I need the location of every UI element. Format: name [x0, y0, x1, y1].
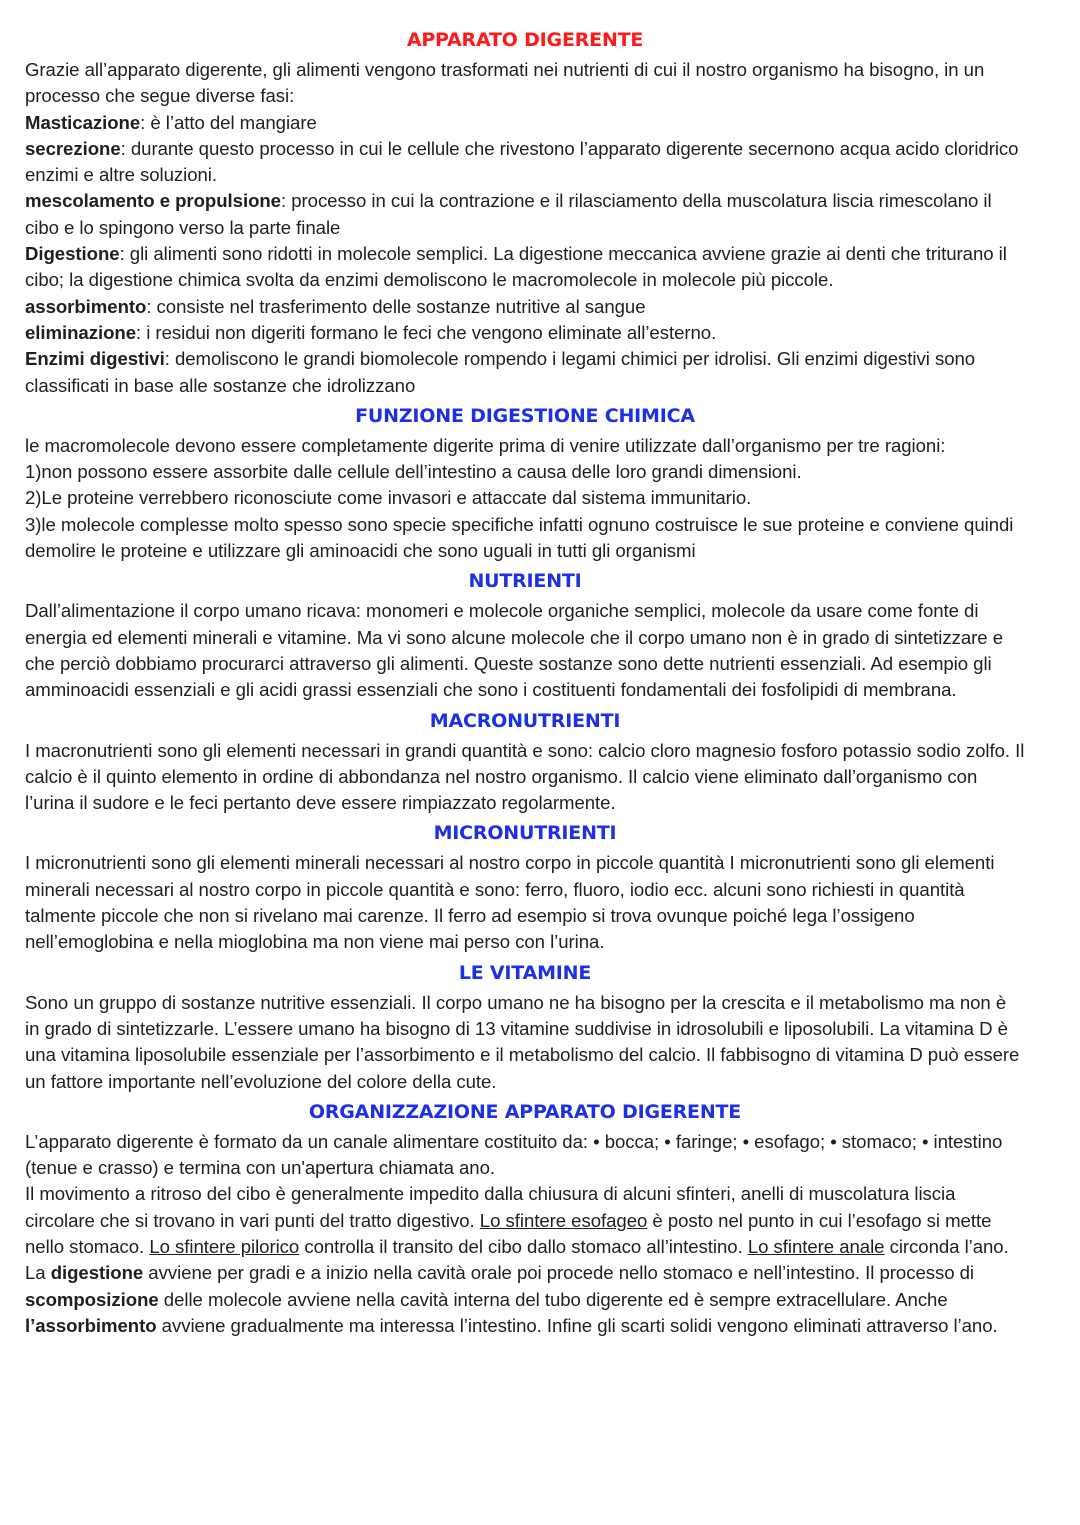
text-run: avviene gradualmente ma interessa l’intestino. Infine gli scarti solidi vengono eliminati attraverso l’ano.: [156, 1314, 998, 1336]
text-run: : durante questo processo in cui le cellule che rivestono l’apparato digerente secernono acqua acido cloridrico enzimi e altre soluzioni.: [25, 137, 1019, 186]
text-run: Dall’alimentazione il corpo umano ricava: monomeri e molecole organiche semplici, molecole da usare come fonte di energia ed elementi minerali e vitamine. Ma vi sono alcune molecole che il corpo umano non è in grado di sintetizzare e che perciò dobbiamo procurarci attraverso gli alimenti. Queste sostanze sono dette nutrienti essenziali. Ad esempio gli amminoacidi essenziali e gli acidi grassi essenziali che sono i costituenti fondamentali dei fosfolipidi di membrana.: [25, 600, 1003, 701]
section: [25, 959, 1025, 1095]
section: [25, 1098, 1025, 1339]
text-run: delle molecole avviene nella cavità interna del tubo digerente ed è sempre extracellulare. Anche: [158, 1288, 948, 1310]
section-title: MICRONUTRIENTI: [433, 822, 617, 845]
section: [25, 819, 1025, 955]
section: [25, 707, 1025, 817]
text-run: : consiste nel trasferimento delle sostanze nutritive al sangue: [146, 295, 646, 317]
text-run: 3)le molecole complesse molto spesso sono specie specifiche infatti ognuno costruisce le sue proteine e conviene quindi demolire le proteine e utilizzare gli aminoacidi che sono uguali in tutti gli organismi: [25, 513, 1014, 562]
paragraph: [25, 320, 1025, 346]
paragraph: [25, 738, 1025, 817]
paragraph: [25, 294, 1025, 320]
bold-term: Enzimi digestivi: [25, 348, 165, 370]
underlined-term: Lo sfintere anale: [747, 1235, 885, 1257]
text-run: : i residui non digeriti formano le feci che vengono eliminate all’esterno.: [136, 321, 717, 343]
underlined-term: Lo sfintere esofageo: [479, 1209, 648, 1231]
section: [25, 567, 1025, 703]
section-title: LE VITAMINE: [458, 961, 592, 984]
bold-term: l’assorbimento: [25, 1314, 157, 1336]
paragraph: [25, 136, 1025, 189]
paragraph: [25, 188, 1025, 241]
text-run: Grazie all’apparato digerente, gli alimenti vengono trasformati nei nutrienti di cui il nostro organismo ha bisogno, in un processo che segue diverse fasi:: [25, 59, 985, 107]
paragraph: [25, 346, 1025, 399]
text-run: le macromolecole devono essere completamente digerite prima di venire utilizzate dall’organismo per tre ragioni:: [25, 434, 946, 456]
bold-term: digestione: [50, 1262, 144, 1284]
text-run: : demoliscono le grandi biomolecole rompendo i legami chimici per idrolisi. Gli enzimi digestivi sono classificati in base alle sostanze che idrolizzano: [25, 348, 976, 396]
text-run: 1)non possono essere assorbite dalle cellule dell’intestino a causa delle loro grandi dimensioni.: [25, 461, 802, 483]
bold-term: Masticazione: [25, 111, 141, 133]
section: [25, 402, 1025, 564]
paragraph: [25, 1181, 1025, 1339]
text-run: : è l’atto del mangiare: [140, 111, 317, 133]
section-title: MACRONUTRIENTI: [429, 709, 621, 732]
text-run: : processo in cui la contrazione e il rilasciamento della muscolatura liscia rimescolano il cibo e lo spingono verso la parte finale: [25, 190, 992, 238]
text-run: 2)Le proteine verrebbero riconosciute come invasori e attaccate dal sistema immunitario.: [25, 487, 752, 509]
section-title: ORGANIZZAZIONE APPARATO DIGERENTE: [308, 1100, 742, 1123]
bold-term: eliminazione: [25, 321, 136, 343]
text-run: controlla il transito del cibo dallo stomaco all’intestino.: [299, 1235, 748, 1257]
text-run: è posto nel punto in cui l’esofago si mette nello stomaco.: [25, 1209, 992, 1257]
bold-term: assorbimento: [25, 295, 147, 317]
paragraph: [25, 241, 1025, 294]
paragraph: [25, 990, 1025, 1095]
text-run: Il movimento a ritroso del cibo è generalmente impedito dalla chiusura di alcuni sfinteri, anelli di muscolatura liscia circolare che si trovano in vari punti del tratto digestivo.: [25, 1183, 956, 1231]
section-title: FUNZIONE DIGESTIONE CHIMICA: [355, 404, 695, 427]
paragraph: [25, 598, 1025, 703]
paragraph: [25, 110, 1025, 136]
paragraph: [25, 459, 1025, 485]
bold-term: Digestione: [25, 243, 120, 265]
paragraph: [25, 1129, 1025, 1182]
text-run: Sono un gruppo di sostanze nutritive essenziali. Il corpo umano ne ha bisogno per la crescita e il metabolismo ma non è in grado di sintetizzarle. L’essere umano ha bisogno di 13 vitamine suddivise in idrosolubili e liposolubili. La vitamina D è una vitamina liposolubile essenziale per l’assorbimento e il metabolismo del calcio. Il fabbisogno di vitamina D può essere un fattore importante nell’evoluzione del colore della cute.: [25, 991, 1020, 1092]
bold-term: scomposizione: [25, 1288, 159, 1310]
text-run: circonda l’ano. La: [25, 1235, 1009, 1284]
text-run: I macronutrienti sono gli elementi necessari in grandi quantità e sono: calcio cloro magnesio fosforo potassio sodio zolfo. Il calcio è il quinto elemento in ordine di abbondanza nel nostro organismo. Il calcio viene eliminato dall’organismo con l’urina il sudore e le feci pertanto deve essere rimpiazzato regolarmente.: [25, 739, 1025, 814]
bold-term: mescolamento e propulsione: [25, 190, 281, 212]
text-run: avviene per gradi e a inizio nella cavità orale poi procede nello stomaco e nell’intestino. Il processo di: [143, 1262, 975, 1284]
section-title: APPARATO DIGERENTE: [406, 29, 644, 51]
text-run: : gli alimenti sono ridotti in molecole semplici. La digestione meccanica avviene grazie ai denti che triturano il cibo; la digestione chimica svolta da enzimi demoliscono le macromolecole in molecole più piccole.: [25, 243, 1007, 291]
paragraph: [25, 485, 1025, 511]
paragraph: [25, 512, 1025, 565]
text-run: L’apparato digerente è formato da un canale alimentare costituito da: • bocca; • faringe; • esofago; • stomaco; • intestino (tenue e crasso) e termina con un'apertura chiamata ano.: [25, 1130, 1003, 1179]
paragraph: [25, 57, 1025, 110]
underlined-term: Lo sfintere pilorico: [149, 1235, 300, 1257]
bold-term: secrezione: [25, 137, 121, 159]
paragraph: [25, 433, 1025, 459]
text-run: I micronutrienti sono gli elementi minerali necessari al nostro corpo in piccole quantità I micronutrienti sono gli elementi minerali necessari al nostro corpo in piccole quantità e sono: ferro, fluoro, iodio ecc. alcuni sono richiesti in quantità talmente piccole che non si rivelano mai carenze. Il ferro ad esempio si trova ovunque poiché lega l’ossigeno nell’emoglobina e nella mioglobina ma non viene mai perso con l’urina.: [25, 852, 995, 953]
section: [25, 26, 1025, 399]
paragraph: [25, 850, 1025, 955]
document-page: [25, 26, 1025, 1339]
section-title: NUTRIENTI: [468, 570, 582, 593]
